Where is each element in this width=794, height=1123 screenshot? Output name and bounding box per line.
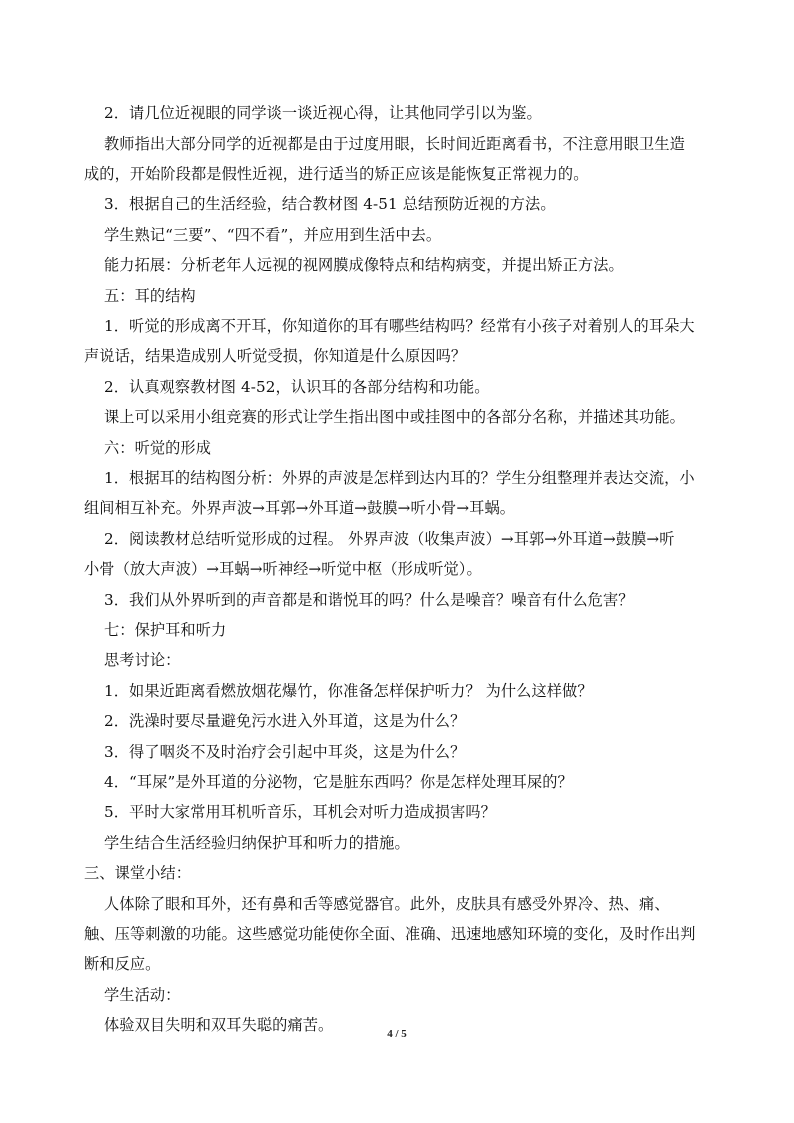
section-heading: 五：耳的结构 [104, 287, 196, 305]
text-line: 学生活动： [104, 986, 181, 1004]
text-line: 2．阅读教材总结听觉形成的过程。 外界声波（收集声波）→耳郭→外耳道→鼓膜→听 [104, 530, 675, 548]
text-line: 触、压等刺激的功能。这些感觉功能使你全面、准确、迅速地感知环境的变化，及时作出判 [84, 925, 696, 943]
text-line: 课上可以采用小组竞赛的形式让学生指出图中或挂图中的各部分名称，并描述其功能。 [104, 408, 685, 426]
section-heading: 七：保护耳和听力 [104, 621, 227, 639]
text-line: 断和反应。 [84, 955, 161, 973]
text-line: 3．得了咽炎不及时治疗会引起中耳炎，这是为什么？ [104, 743, 466, 761]
page-number: 4 / 5 [387, 1028, 407, 1040]
text-line: 1．根据耳的结构图分析：外界的声波是怎样到达内耳的？学生分组整理并表达交流，小 [104, 469, 695, 487]
text-line: 声说话，结果造成别人听觉受损，你知道是什么原因吗？ [84, 347, 467, 365]
text-line: 3．我们从外界听到的声音都是和谐悦耳的吗？什么是噪音？噪音有什么危害？ [104, 591, 634, 609]
text-line: 2．洗澡时要尽量避免污水进入外耳道，这是为什么？ [104, 712, 466, 730]
text-line: 思考讨论： [104, 651, 181, 669]
text-line: 能力拓展：分析老年人远视的视网膜成像特点和结构病变，并提出矫正方法。 [104, 256, 624, 274]
text-line: 1．听觉的形成离不开耳，你知道你的耳有哪些结构吗？经常有小孩子对着别人的耳朵大 [104, 317, 695, 335]
text-line: 3．根据自己的生活经验，结合教材图 4-51 总结预防近视的方法。 [104, 195, 556, 213]
text-line: 成的，开始阶段都是假性近视，进行适当的矫正应该是能恢复正常视力的。 [84, 165, 589, 183]
text-line: 小骨（放大声波）→耳蜗→听神经→听觉中枢（形成听觉）。 [84, 560, 482, 578]
text-line: 5．平时大家常用耳机听音乐，耳机会对听力造成损害吗？ [104, 803, 496, 821]
text-line: 4．“耳屎”是外耳道的分泌物，它是脏东西吗？你是怎样处理耳屎的？ [104, 773, 573, 791]
text-line: 体验双目失明和双耳失聪的痛苦。 [104, 1016, 334, 1034]
text-line: 2．请几位近视眼的同学谈一谈近视心得，让其他同学引以为鉴。 [104, 104, 542, 122]
text-line: 教师指出大部分同学的近视都是由于过度用眼，长时间近距离看书，不注意用眼卫生造 [104, 135, 685, 153]
text-line: 2．认真观察教材图 4-52，认识耳的各部分结构和功能。 [104, 378, 490, 396]
section-heading: 三、课堂小结： [84, 864, 192, 882]
text-line: 人体除了眼和耳外，还有鼻和舌等感觉器官。此外，皮肤具有感受外界冷、热、痛、 [104, 895, 670, 913]
text-line: 组间相互补充。外界声波→耳郭→外耳道→鼓膜→听小骨→耳蜗。 [84, 499, 516, 517]
text-line: 1．如果近距离看燃放烟花爆竹，你准备怎样保护听力？ 为什么这样做？ [104, 682, 593, 700]
text-line: 学生结合生活经验归纳保护耳和听力的措施。 [104, 834, 410, 852]
section-heading: 六：听觉的形成 [104, 439, 212, 457]
text-line: 学生熟记“三要”、“四不看”，并应用到生活中去。 [104, 226, 442, 244]
